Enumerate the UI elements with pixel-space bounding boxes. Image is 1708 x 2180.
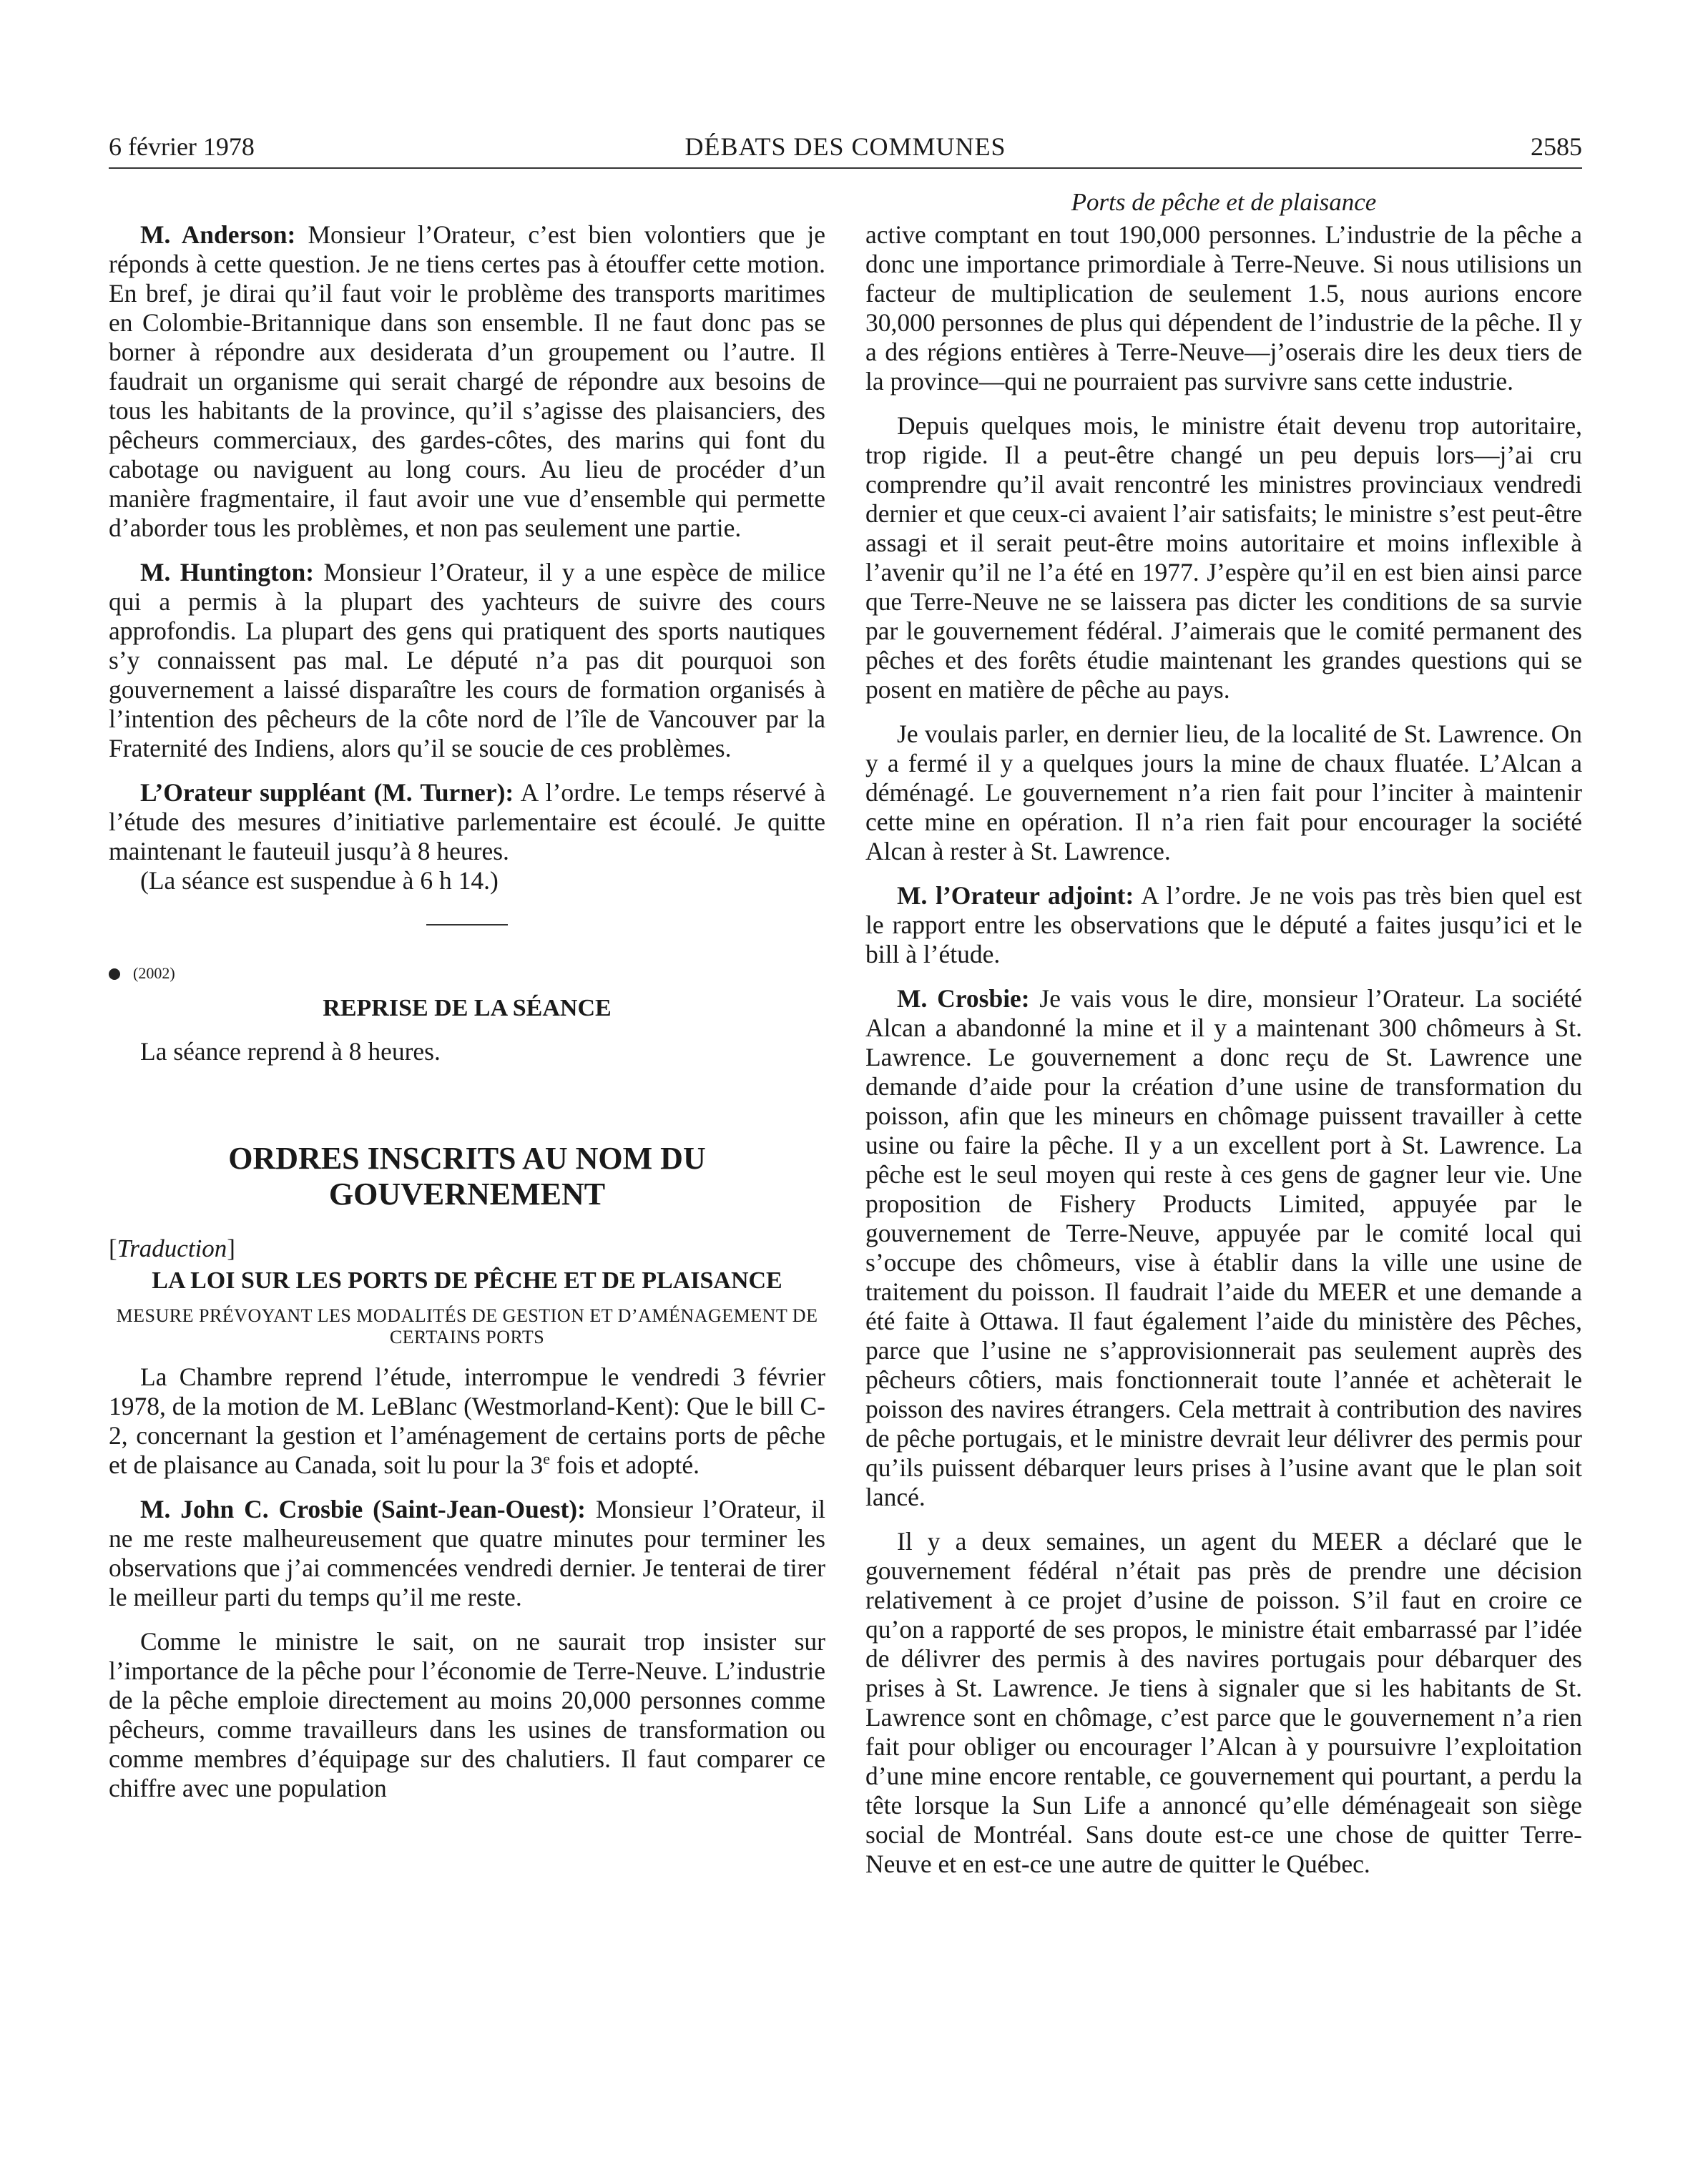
translation-label: Traduction <box>117 1234 227 1262</box>
paragraph-crosbie <box>109 1495 825 1612</box>
header-rule <box>109 167 1582 169</box>
reprise-text: La séance reprend à 8 heures. <box>140 1037 441 1066</box>
paragraph-huntington <box>109 558 825 763</box>
paragraph-turner <box>109 778 825 866</box>
time-marker <box>109 963 825 984</box>
speaker-name: M. Crosbie: <box>897 984 1030 1013</box>
reprise-heading: REPRISE DE LA SÉANCE <box>323 995 612 1021</box>
page-header <box>109 129 1582 165</box>
section-divider <box>426 924 508 925</box>
time-marker-text: (2002) <box>133 964 175 982</box>
translation-note: [Traduction] <box>109 1234 235 1262</box>
speech-text: Je vais vous le dire, monsieur l’Orateur. La société Alcan a abandonné la mine et il y a maintenant 300 chômeurs à St. Lawrence. Le gouvernement a donc reçu de St. Lawrence une demande d’aide pour la création d’une usine de transformation du poisson, afin que les mineurs en chômage puissent travailler à cette usine ou faire la pêche. Il y a un excellent port à St. Lawrence. La pêche est le seul moyen qui reste à ces gens de gagner leur vie. Une proposition de Fishery Products Limited, appuyée par le gouvernement de Terre-Neuve, appuyée par le comité local qui s’occupe des chômeurs, vise à établir dans la ville une usine de traitement du poisson. Il faudrait l’aide du MEER et une demande a été faite à Ottawa. Il faut également l’aide du ministère des Pêches, parce que l’usine ne s’approvisionnerait pas seulement auprès des pêcheurs côtiers, mais fonctionnerait toute l’année et achèterait le poisson des navires étrangers. Cela mettrait à contribution des navires de pêche portugais, et le ministre devrait leur délivrer des permis pour qu’ils puissent débarquer leurs prises à l’usine avant que le plan soit lancé. <box>865 984 1583 1511</box>
speaker-name: M. John C. Crosbie (Saint-Jean-Ouest): <box>140 1495 586 1523</box>
ordres-heading: ORDRES INSCRITS AU NOM DU GOUVERNEMENT <box>228 1141 706 1212</box>
header-title: DÉBATS DES COMMUNES <box>684 132 1006 161</box>
sitting-suspended: (La séance est suspendue à 6 h 14.) <box>140 866 499 895</box>
paragraph-chambre: La Chambre reprend l’étude, interrompue le vendredi 3 février 1978, de la motion de M. LeBlanc (Westmorland-Kent): Que le bill C-2, concernant la gestion et l’aménagement de certains ports de pêche et de plaisance au Canada, soit lu pour la 3e fois et adopté. <box>109 1362 825 1479</box>
paragraph-population: active comptant en tout 190,000 personnes. L’industrie de la pêche a donc une importance primordiale à Terre-Neuve. Si nous utilisions un facteur de multiplication de seulement 1.5, nous aurions encore 30,000 personnes de plus qui dépendent de l’industrie de la pêche. Il y a des régions entières à Terre-Neuve—j’oserais dire les deux tiers de la province—qui ne pourraient pas survivre sans cette industrie. <box>865 220 1582 396</box>
header-date: 6 février 1978 <box>109 132 255 161</box>
speaker-name: M. Huntington: <box>140 558 315 586</box>
page-number: 2585 <box>1531 132 1582 161</box>
speech-text: A l’ordre. Je ne vois pas très bien quel est le rapport entre les observations que le député a faites jusqu’ici et le bill à l’étude. <box>865 881 1582 968</box>
speaker-name: M. Anderson: <box>140 220 296 249</box>
speech-text: Monsieur l’Orateur, il ne me reste malheureusement que quatre minutes pour terminer les observations que j’ai commencées vendredi dernier. Je tenterai de tirer le meilleur parti du temps qu’il me reste. <box>109 1495 826 1611</box>
speech-text: Monsieur l’Orateur, il y a une espèce de milice qui a permis à la plupart des yachteurs de suivre des cours approfondis. La plupart des gens qui pratiquent des sports nautiques s’y connaissent pas mal. Le député n’a pas dit pourquoi son gouvernement a laissé disparaître les cours de formation organisés à l’intention des pêcheurs de la côte nord de l’île de Vancouver par la Fraternité des Indiens, alors qu’il se soucie de ces problèmes. <box>109 558 825 762</box>
speech-text: A l’ordre. Le temps réservé à l’étude des mesures d’initiative parlementaire est écoulé. Je quitte maintenant le fauteuil jusqu’à 8 heures. <box>109 778 825 865</box>
superscript: e <box>543 1450 551 1468</box>
paragraph-ministre: Comme le ministre le sait, on ne saurait trop insister sur l’importance de la pêche pour l’économie de Terre-Neuve. L’industrie de la pêche emploie directement au moins 20,000 personnes comme pêcheurs, comme travailleurs dans les usines de transformation ou comme membres d’équipage sur des chalutiers. Il faut comparer ce chiffre avec une population <box>109 1627 825 1802</box>
speech-text: Monsieur l’Orateur, c’est bien volontiers que je réponds à cette question. Je ne tiens certes pas à étouffer cette motion. En bref, je dirai qu’il faut voir le problème des transports maritimes en Colombie-Britannique dans son ensemble. Il ne faut donc pas se borner à répondre aux desiderata d’un groupement ou l’autre. Il faudrait un organisme qui serait chargé de répondre aux besoins de tous les habitants de la province, qu’il s’agisse des plaisanciers, des pêcheurs commerciaux, des gardes-côtes, des marins qui font du cabotage ou naviguent au long cours. Au lieu de procéder d’un manière fragmentaire, il faut avoir une vue d’ensemble qui permette d’aborder tous les problèmes, et non pas seulement une partie. <box>109 220 825 542</box>
bill-heading: LA LOI SUR LES PORTS DE PÊCHE ET DE PLAISANCE <box>152 1267 782 1294</box>
running-title: Ports de pêche et de plaisance <box>1071 188 1377 216</box>
paragraph-autoritaire: Depuis quelques mois, le ministre était devenu trop autoritaire, trop rigide. Il a peut-être changé un peu depuis lors—j’ai cru comprendre qu’il avait rencontré les ministres provinciaux vendredi dernier et que ceux-ci avaient l’air satisfaits; le ministre s’est peut-être assagi et il serait peut-être moins autoritaire et moins inflexible à l’avenir qu’il ne l’a été en 1977. J’espère qu’il en est bien ainsi parce que Terre-Neuve ne se laissera pas dicter les conditions de sa survie par le gouvernement fédéral. J’aimerais que le comité permanent des pêches et des forêts étudie maintenant les grandes questions qui se posent en matière de pêche au pays. <box>865 411 1582 704</box>
speaker-name: L’Orateur suppléant (M. Turner): <box>140 778 514 807</box>
paragraph-crosbie-reply <box>865 984 1582 1512</box>
paragraph-orateur-adjoint <box>865 881 1582 969</box>
bullet-icon <box>109 968 120 980</box>
speaker-name: M. l’Orateur adjoint: <box>897 881 1134 910</box>
paragraph-st-lawrence: Je voulais parler, en dernier lieu, de la localité de St. Lawrence. On y a fermé il y a quelques jours la mine de chaux fluatée. L’Alcan a déménagé. Le gouvernement n’a rien fait pour l’inciter à maintenir cette mine en opération. Il n’a rien fait pour encourager la société Alcan à rester à St. Lawrence. <box>865 720 1582 865</box>
left-column <box>109 220 825 1803</box>
paragraph-anderson <box>109 220 825 543</box>
right-column <box>865 220 1582 1879</box>
bill-subheading: MESURE PRÉVOYANT LES MODALITÉS DE GESTION ET D’AMÉNAGEMENT DE CERTAINS PORTS <box>116 1305 818 1347</box>
paragraph-meer: Il y a deux semaines, un agent du MEER a déclaré que le gouvernement fédéral n’était pas près de prendre une décision relativement à ce projet d’usine de poisson. S’il faut en croire ce qu’on a rapporté de ses propos, le ministre était embarrassé par l’idée de délivrer des permis à des navires portugais pour débarquer des prises à St. Lawrence. Je tiens à signaler que si les habitants de St. Lawrence sont en chômage, c’est parce que le gouvernement n’a rien fait pour obliger ou encourager l’Alcan à y poursuivre l’exploitation d’une mine encore rentable, ce gouvernement qui pourtant, a perdu la tête lorsque la Sun Life a annoncé qu’elle déménageait son siège social de Montréal. Sans doute est-ce une chose de quitter Terre-Neuve et en est-ce une autre de quitter le Québec. <box>865 1527 1582 1878</box>
